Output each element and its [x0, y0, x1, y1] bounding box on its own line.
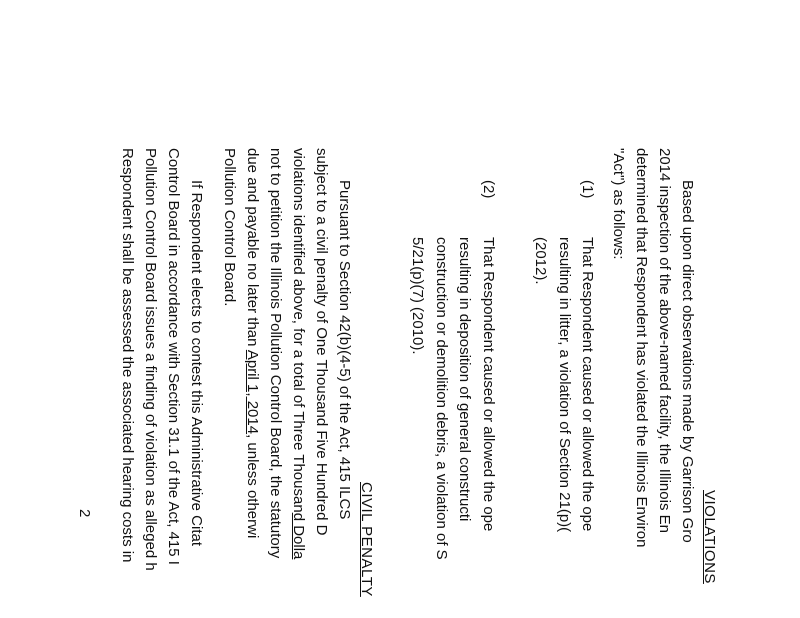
- violations-heading: VIOLATIONS: [701, 490, 718, 584]
- penalty-heading: CIVIL PENALTY: [358, 482, 375, 597]
- penalty-line: not to petition the Illinois Pollution Control Board, the statutory: [267, 148, 284, 559]
- page-number: 2: [76, 509, 93, 518]
- item-number: (1): [579, 180, 596, 199]
- penalty-line: [245, 148, 260, 538]
- item-line: (2012).: [532, 237, 549, 285]
- item-number: (2): [480, 180, 497, 199]
- penalty-line: [291, 148, 306, 559]
- item-line: resulting in deposition of general constructi: [456, 237, 473, 522]
- contest-line: If Respondent elects to contest this Administrative Citat: [188, 180, 205, 547]
- item-line: 5/21(p)(7) (2010).: [409, 237, 426, 355]
- penalty-text: violations identified above, for a total of Three Thousan: [290, 148, 307, 513]
- item-line: construction or demolition debris, a violation of S: [433, 237, 450, 560]
- violations-intro-line: 2014 inspection of the above-named facility, the Illinois En: [656, 148, 673, 533]
- penalty-text: , unless otherwi: [244, 434, 261, 539]
- penalty-line: Pollution Control Board.: [221, 148, 238, 307]
- item-line: resulting in litter, a violation of Section 21(p)(: [556, 237, 573, 533]
- violations-intro-line: determined that Respondent has violated the Illinois Environ: [633, 148, 650, 548]
- contest-line: Pollution Control Board issues a finding of violation as alleged h: [142, 148, 159, 571]
- item-line: That Respondent caused or allowed the ope: [579, 237, 596, 532]
- item-line: That Respondent caused or allowed the ope: [480, 237, 497, 532]
- penalty-line: subject to a civil penalty of One Thousand Five Hundred D: [313, 148, 330, 536]
- penalty-text: due and payable no later than: [244, 148, 261, 350]
- violations-intro-line: "Act") as follows:: [610, 148, 627, 260]
- penalty-amount-underlined: d Dolla: [290, 512, 307, 560]
- penalty-line: Pursuant to Section 42(b)(4-5) of the Act, 415 ILCS: [336, 180, 353, 520]
- violations-intro-line: Based upon direct observations made by Garrison Gro: [679, 180, 696, 543]
- contest-line: Respondent shall be assessed the associated hearing costs in: [119, 148, 136, 563]
- due-date-underlined: April 1, 2014: [244, 349, 261, 435]
- contest-line: Control Board in accordance with Section 31.1 of the Act, 415 I: [165, 148, 182, 565]
